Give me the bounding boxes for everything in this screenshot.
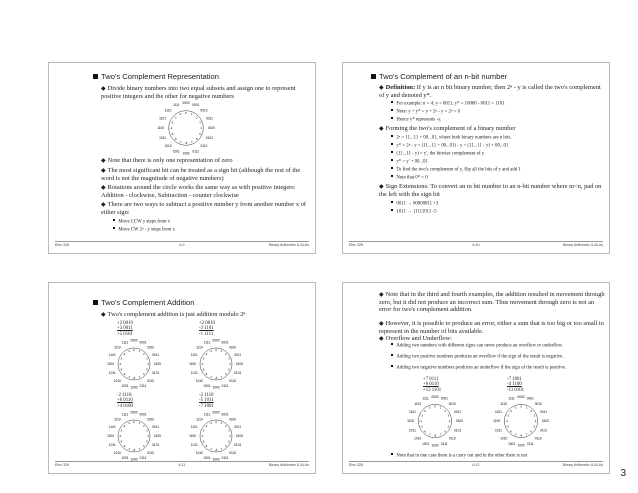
wheel-value-label: 3: [146, 356, 148, 361]
wheel-value-label: -6: [204, 443, 208, 448]
wheel-binary-label: 0011: [234, 353, 242, 358]
slide-footer: Elec 326 6.11 Binary Arithmetic & ALUs: [55, 463, 309, 467]
wheel-value-label: -3: [506, 413, 509, 418]
wheel-binary-label: 0110: [229, 378, 237, 383]
wheel-binary-label: 0100: [153, 362, 162, 367]
wheel-binary-label: 0001: [526, 396, 534, 401]
wheel-binary-label: 0111: [441, 441, 448, 446]
bullet: ◆ Definition: If y is an n bit binary number, then 2ⁿ - y is called the two's complement of y and denoted y*.: [379, 84, 601, 100]
wheel-value-label: 5: [146, 367, 148, 372]
wheel-value-label: 4: [147, 362, 149, 367]
wheel-value-label: 1: [220, 421, 223, 426]
wheel-value-label: -8: [433, 433, 437, 438]
wheel-binary-label: 1110: [196, 345, 203, 350]
wheel-value-label: 5: [447, 424, 450, 429]
wheel-binary-label: 1000: [212, 457, 220, 462]
wheel-binary-label: 0001: [139, 340, 147, 345]
wheel-value-label: 4: [229, 434, 231, 439]
wheel-value-label: 6: [530, 429, 533, 434]
wheel-binary-label: 0010: [229, 417, 237, 422]
wheel-binary-label: 1010: [414, 436, 422, 441]
number-wheel: [107, 338, 162, 390]
wheel-value-label: 2: [195, 115, 198, 120]
wheel-binary-label: 1111: [203, 340, 211, 345]
wheel-binary-label: 0110: [448, 436, 456, 441]
wheel-value-label: 0: [215, 348, 217, 353]
wheel-value-label: -6: [174, 136, 177, 141]
wheel-binary-label: 0111: [139, 455, 147, 460]
wheel-value-label: -2: [423, 408, 426, 413]
wheel-value-label: 2: [444, 408, 447, 413]
wheel-value-label: 4: [534, 419, 537, 424]
wheel-value-label: -1: [127, 421, 130, 426]
wheel-value-label: -4: [118, 362, 122, 367]
wheel-value-label: 7: [439, 432, 442, 437]
slide-title: Two's Complement of an n-bit number: [371, 73, 507, 82]
wheel-value-label: 1: [138, 421, 141, 426]
wheel-value-label: 5: [199, 131, 201, 136]
wheel-value-label: 4: [200, 126, 202, 131]
wheel-binary-label: 0110: [147, 378, 155, 383]
sub-bullet: Hence y* represents -y.: [391, 117, 441, 123]
wheel-value-label: 1: [525, 405, 528, 410]
sum-example: -2 1110 -5 1011 -7 1001: [199, 393, 214, 409]
wheel-value-label: -2: [174, 115, 177, 120]
wheel-binary-label: 0101: [205, 135, 213, 140]
wheel-value-label: -1: [428, 405, 431, 410]
wheel-value-label: 1: [191, 112, 193, 117]
wheel-value-label: 3: [533, 413, 536, 418]
wheel-binary-label: 1101: [190, 425, 198, 430]
wheel-binary-label: 0111: [221, 455, 229, 460]
bullet: ◆ Note that there is only one representation of zero: [101, 157, 233, 164]
sub-bullet: Adding two positive numbers produces an overflow if the sign of the result is negative.: [391, 354, 601, 360]
wheel-binary-label: 1101: [108, 425, 116, 430]
wheel-value-label: 2: [143, 352, 145, 357]
wheel-value-label: 6: [143, 443, 145, 448]
bullet: ◆ Two's complement addition is just addition modulo 2ⁿ: [101, 311, 246, 318]
wheel-binary-label: 1011: [108, 443, 116, 448]
wheel-value-label: -5: [506, 424, 509, 429]
wheel-value-label: 6: [225, 443, 227, 448]
wheel-value-label: -1: [178, 112, 182, 117]
wheel-binary-label: 1011: [108, 371, 116, 376]
wheel-binary-label: 1011: [408, 428, 416, 433]
sub-bullet: 0011 → 00000011 +3: [391, 201, 438, 207]
wheel-value-label: -5: [420, 424, 423, 429]
wheel-value-label: -8: [214, 448, 218, 453]
sub-bullet: For example: n = 4; y = 0011, y* = 10000 - 0011 = 1101: [391, 101, 505, 107]
wheel-binary-label: 0100: [235, 434, 244, 439]
bullet: ◆ Divide binary numbers into two equal subsets and assign one to represent positive integers and the other for negative numbers: [101, 85, 296, 101]
wheel-binary-label: 1100: [407, 419, 414, 424]
bullet: ◆ Rotations around the circle works the same way as with positive integers: Addition - clockwise, Subtraction - counter clockwise: [101, 184, 296, 200]
wheel-binary-label: 1000: [212, 385, 220, 390]
wheel-binary-label: 1101: [408, 409, 416, 414]
wheel-binary-label: 1101: [494, 409, 502, 414]
wheel-value-label: 2: [143, 424, 145, 429]
wheel-value-label: 4: [147, 434, 149, 439]
wheel-value-label: -3: [119, 356, 123, 361]
number-wheel: [189, 338, 244, 390]
wheel-value-label: 2: [225, 424, 227, 429]
wheel-binary-label: 1001: [508, 441, 516, 446]
wheel-value-label: 7: [138, 447, 141, 452]
wheel-binary-label: 1111: [121, 412, 129, 417]
wheel-binary-label: 1101: [108, 353, 116, 358]
slide-6-9: [48, 62, 316, 254]
wheel-binary-label: 0001: [221, 340, 229, 345]
wheel-binary-label: 0101: [152, 443, 160, 448]
sub-bullet: y* = 2ⁿ - y = (11...11 + 00...01) - y = (11...11 - y) + 00...01: [391, 143, 508, 149]
sub-bullet: Move CW 2ⁿ - y steps from x: [113, 227, 175, 233]
slide-footer: Elec 326 6.12 Binary Arithmetic & ALUs: [349, 463, 603, 467]
sum-example: +2 0010 -3 1101 -1 1111: [199, 321, 215, 337]
wheel-binary-label: 1001: [203, 383, 211, 388]
wheel-value-label: -2: [204, 352, 208, 357]
wheel-binary-label: 1110: [196, 417, 203, 422]
wheel-value-label: -2: [204, 424, 208, 429]
sub-bullet: Note: y + y* = y + 2ⁿ - y = 2ⁿ = 0: [391, 109, 460, 115]
wheel-value-label: -2: [122, 424, 126, 429]
wheel-binary-label: 1110: [114, 345, 121, 350]
wheel-value-label: -1: [127, 349, 130, 354]
wheel-binary-label: 1110: [114, 417, 121, 422]
wheel-binary-label: 0110: [229, 450, 237, 455]
wheel-value-label: 5: [228, 367, 230, 372]
wheel-binary-label: 1111: [508, 396, 515, 401]
wheel-value-label: -3: [201, 356, 205, 361]
wheel-value-label: 1: [138, 349, 141, 354]
wheel-binary-label: 1011: [190, 371, 198, 376]
sub-bullet: To find the two's complement of y, flip all the bits of y and add 1: [391, 167, 521, 173]
wheel-value-label: -1: [514, 405, 517, 410]
wheel-value-label: -6: [509, 429, 512, 434]
wheel-binary-label: 1100: [493, 419, 500, 424]
wheel-binary-label: 0111: [192, 149, 200, 154]
wheel-value-label: 5: [146, 439, 148, 444]
wheel-binary-label: 0000: [212, 338, 220, 343]
wheel-value-label: 7: [138, 375, 141, 380]
wheel-binary-label: 1100: [157, 126, 165, 131]
wheel-value-label: -3: [420, 413, 423, 418]
wheel-binary-label: 1011: [190, 443, 198, 448]
wheel-value-label: -7: [178, 140, 182, 145]
wheel-value-label: 5: [228, 439, 230, 444]
wheel-value-label: -1: [209, 421, 212, 426]
wheel-value-label: 3: [228, 356, 230, 361]
wheel-binary-label: 0011: [206, 116, 213, 121]
wheel-value-label: 4: [448, 419, 451, 424]
wheel-value-label: -8: [519, 433, 523, 438]
wheel-binary-label: 0010: [200, 108, 208, 113]
sum-example: +2 0010 +3 0011 +5 0101: [117, 321, 133, 337]
wheel-binary-label: 0001: [221, 412, 229, 417]
bullet: ◆ Sign Extensions: To convert an m bit number to an n-bit number where m<n, pad on the left with the sign bit: [379, 183, 602, 199]
wheel-binary-label: 0010: [448, 401, 456, 406]
wheel-value-label: -8: [132, 376, 136, 381]
wheel-binary-label: 0000: [431, 394, 439, 399]
wheel-binary-label: 0001: [440, 396, 448, 401]
sub-bullet: Move CCW y steps from x: [113, 219, 170, 225]
wheel-value-label: 3: [228, 428, 230, 433]
wheel-value-label: 2: [225, 352, 227, 357]
wheel-value-label: 7: [525, 432, 528, 437]
slide-6-11: [48, 282, 316, 474]
wheel-binary-label: 0100: [153, 434, 162, 439]
wheel-binary-label: 0000: [130, 338, 138, 343]
wheel-binary-label: 1110: [414, 401, 422, 406]
wheel-binary-label: 0101: [540, 428, 548, 433]
wheel-binary-label: 1100: [107, 434, 114, 439]
wheel-binary-label: 1100: [189, 362, 196, 367]
wheel-binary-label: 1000: [517, 443, 525, 448]
slide-footer: Elec 326 6.9 Binary Arithmetic & ALUs: [55, 243, 309, 247]
wheel-binary-label: 1110: [500, 401, 508, 406]
wheel-binary-label: 0110: [147, 450, 155, 455]
wheel-binary-label: 1001: [121, 383, 129, 388]
slide-title: Two's Complement Addition: [93, 299, 194, 308]
wheel-value-label: -6: [204, 371, 208, 376]
wheel-binary-label: 0001: [192, 102, 200, 107]
wheel-value-label: 3: [199, 120, 201, 125]
wheel-binary-label: 0011: [152, 353, 160, 358]
wheel-binary-label: 0010: [147, 417, 155, 422]
wheel-value-label: -6: [122, 371, 126, 376]
wheel-value-label: -7: [514, 432, 517, 437]
wheel-value-label: -4: [118, 434, 122, 439]
wheel-value-label: -6: [423, 429, 426, 434]
wheel-binary-label: 1111: [173, 102, 180, 107]
wheel-binary-label: 1010: [195, 450, 203, 455]
wheel-value-label: 6: [195, 136, 198, 141]
wheel-binary-label: 0010: [147, 345, 155, 350]
wheel-value-label: -3: [170, 120, 174, 125]
bullet: ◆ However, it is possible to produce an error, either a sum that is too big or too small to represent in the number of bits available.: [379, 320, 604, 336]
wheel-binary-label: 1001: [203, 455, 211, 460]
wheel-binary-label: 0000: [182, 100, 190, 105]
wheel-binary-label: 1101: [159, 116, 166, 121]
wheel-value-label: -6: [122, 443, 126, 448]
wheel-value-label: 6: [225, 371, 227, 376]
number-wheel: [189, 410, 244, 462]
wheel-binary-label: 1001: [121, 455, 129, 460]
wheel-binary-label: 0001: [139, 412, 147, 417]
wheel-binary-label: 1010: [113, 378, 121, 383]
wheel-binary-label: 0110: [200, 144, 208, 149]
wheel-value-label: -4: [169, 126, 173, 131]
wheel-value-label: 0: [434, 404, 436, 409]
wheel-binary-label: 1000: [130, 385, 138, 390]
wheel-binary-label: 1011: [159, 135, 166, 140]
wheel-binary-label: 0011: [152, 425, 160, 430]
sub-bullet: Note that in one case there is a carry out and in the other there is not: [391, 453, 527, 459]
wheel-value-label: 3: [447, 413, 450, 418]
wheel-binary-label: 1100: [107, 362, 114, 367]
sum-example: -7 1001 -4 1100 -11 0101: [507, 377, 525, 393]
wheel-value-label: -3: [201, 428, 205, 433]
wheel-binary-label: 0110: [534, 436, 542, 441]
sub-bullet: Adding two numbers with different signs can never produce an overflow or underflow.: [391, 343, 601, 349]
wheel-binary-label: 0011: [454, 409, 462, 414]
wheel-value-label: 6: [143, 371, 145, 376]
wheel-value-label: -8: [184, 141, 188, 146]
slide-6-12: [342, 282, 610, 474]
sub-bullet: Adding two negative numbers produces an underflow if the sign of the result is positive.: [391, 365, 601, 371]
wheel-value-label: -2: [122, 352, 126, 357]
wheel-value-label: -4: [505, 419, 508, 424]
wheel-value-label: -7: [209, 447, 212, 452]
wheel-binary-label: 0100: [455, 419, 463, 424]
wheel-binary-label: 0000: [212, 410, 220, 415]
wheel-binary-label: 1111: [121, 340, 129, 345]
wheel-binary-label: 0011: [234, 425, 242, 430]
wheel-binary-label: 1001: [172, 149, 180, 154]
wheel-value-label: -3: [119, 428, 123, 433]
bullet: ◆ Note that in the third and fourth examples, the addition resulted in movement through zero, but it did not produce an incorrect sum. Thus movement through zero is not an error for two's complement addition.: [379, 291, 605, 314]
wheel-binary-label: 0101: [454, 428, 462, 433]
wheel-binary-label: 0101: [152, 371, 160, 376]
wheel-binary-label: 0111: [139, 383, 147, 388]
wheel-value-label: 7: [220, 375, 223, 380]
wheel-binary-label: 1010: [164, 144, 172, 149]
wheel-binary-label: 0111: [527, 441, 534, 446]
wheel-binary-label: 0101: [234, 443, 242, 448]
wheel-binary-label: 1001: [422, 441, 430, 446]
wheel-binary-label: 1110: [164, 108, 172, 113]
wheel-binary-label: 0010: [534, 401, 542, 406]
wheel-value-label: -8: [214, 376, 218, 381]
wheel-binary-label: 1000: [130, 457, 138, 462]
wheel-value-label: 6: [444, 429, 447, 434]
wheel-value-label: -7: [428, 432, 431, 437]
wheel-value-label: -7: [209, 375, 212, 380]
wheel-binary-label: 0011: [540, 409, 548, 414]
wheel-binary-label: 0100: [235, 362, 244, 367]
wheel-binary-label: 0000: [517, 394, 525, 399]
wheel-binary-label: 1000: [431, 443, 439, 448]
number-wheel: [159, 101, 213, 155]
number-wheel: [107, 410, 162, 462]
slide-6-10: [342, 62, 610, 254]
sum-example: -2 1110 +6 0110 +4 0100: [117, 393, 133, 409]
wheel-value-label: 1: [220, 349, 223, 354]
wheel-value-label: -8: [132, 448, 136, 453]
wheel-value-label: -7: [127, 375, 130, 380]
slide-footer: Elec 326 6.10 Binary Arithmetic & ALUs: [349, 243, 603, 247]
wheel-value-label: -4: [200, 434, 204, 439]
wheel-value-label: -1: [209, 349, 212, 354]
wheel-binary-label: 1011: [494, 428, 502, 433]
wheel-value-label: -2: [509, 408, 512, 413]
wheel-value-label: 5: [533, 424, 536, 429]
bullet: ◆ The most significant bit can be treated as a sign bit (although the rest of the word is not the magnitude of negative numbers): [101, 167, 301, 183]
sub-bullet: y* = y' + 00...01: [391, 159, 428, 165]
sum-example: +7 0111 +6 0110 +13 1101: [423, 377, 442, 393]
page-number: 3: [620, 468, 626, 479]
wheel-value-label: -5: [201, 439, 205, 444]
wheel-binary-label: 1000: [182, 151, 190, 156]
wheel-value-label: 1: [439, 405, 442, 410]
wheel-binary-label: 1010: [113, 450, 121, 455]
wheel-value-label: 0: [133, 420, 135, 425]
wheel-binary-label: 0101: [234, 371, 242, 376]
wheel-binary-label: 0010: [229, 345, 237, 350]
wheel-value-label: 0: [185, 110, 187, 115]
wheel-value-label: 2: [530, 408, 533, 413]
wheel-binary-label: 1111: [203, 412, 211, 417]
wheel-binary-label: 0111: [221, 383, 229, 388]
wheel-binary-label: 0100: [541, 419, 549, 424]
sub-bullet: Note that 0* = 0: [391, 175, 428, 181]
wheel-value-label: 7: [220, 447, 223, 452]
wheel-value-label: 7: [191, 140, 193, 145]
slide-title: Two's Complement Representation: [93, 73, 219, 82]
number-wheel: [409, 395, 461, 447]
wheel-binary-label: 0000: [130, 410, 138, 415]
wheel-value-label: -5: [201, 367, 205, 372]
wheel-value-label: 0: [520, 404, 522, 409]
sub-bullet: (11...11 - y) = y', the bitwise complement of y: [391, 151, 484, 157]
wheel-value-label: 0: [133, 348, 135, 353]
wheel-binary-label: 1111: [422, 396, 429, 401]
wheel-binary-label: 0100: [207, 126, 215, 131]
wheel-value-label: -4: [419, 419, 422, 424]
wheel-binary-label: 1101: [190, 353, 198, 358]
wheel-binary-label: 1010: [195, 378, 203, 383]
wheel-value-label: 3: [146, 428, 148, 433]
wheel-value-label: -4: [200, 362, 204, 367]
wheel-value-label: -5: [170, 131, 174, 136]
wheel-value-label: -7: [127, 447, 130, 452]
bullet: ◆ Overflow and Underflow:: [379, 335, 452, 342]
wheel-value-label: 4: [229, 362, 231, 367]
wheel-value-label: -5: [119, 367, 123, 372]
sub-bullet: 2ⁿ = 11...11 + 00...01, where both binary numbers are n bits.: [391, 135, 512, 141]
wheel-binary-label: 1010: [500, 436, 508, 441]
wheel-value-label: -5: [119, 439, 123, 444]
number-wheel: [495, 395, 547, 447]
bullet: ◆ There are two ways to subtract a positive number y from another number x of either sign:: [101, 201, 307, 217]
sub-bullet: 1011 → 11111011 -5: [391, 209, 437, 215]
wheel-binary-label: 1100: [189, 434, 196, 439]
wheel-value-label: 0: [215, 420, 217, 425]
bullet: ◆ Forming the two's complement of a binary number: [379, 125, 516, 132]
